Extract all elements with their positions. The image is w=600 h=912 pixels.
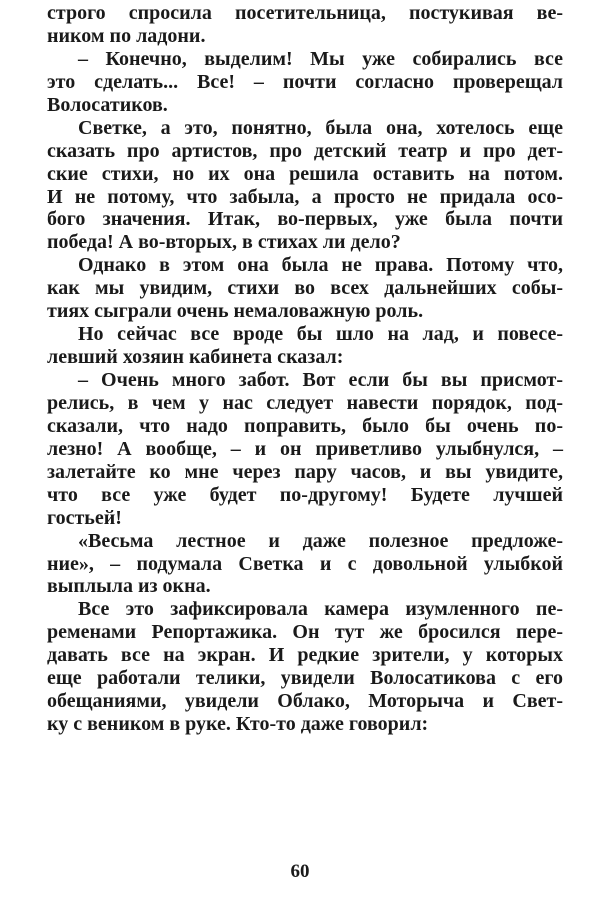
text-line: Светке, а это, понятно, была она, хотелось еще	[78, 116, 563, 139]
text-line: ременами Репортажика. Он тут же бросился пере-	[47, 621, 563, 644]
text-line: сказать про артистов, про детский театр и про дет-	[47, 139, 563, 162]
text-line: ку с веником в руке. Кто-то даже говорил:	[47, 713, 429, 736]
text-line: тиях сыграли очень немаловажную роль.	[47, 300, 424, 323]
text-line: это сделать... Все! – почти согласно проверещал	[47, 70, 563, 93]
text-line: залетайте ко мне через пару часов, и вы увидите,	[47, 460, 563, 483]
text-line: Но сейчас все вроде бы шло на лад, и повесе-	[78, 323, 563, 346]
text-line: – Конечно, выделим! Мы уже собирались все	[78, 47, 563, 70]
text-line: обещаниями, увидели Облако, Моторыча и Свет-	[47, 690, 563, 713]
text-line: Однако в этом она была не права. Потому что,	[78, 254, 563, 277]
text-line: гостьей!	[47, 506, 122, 529]
text-line: еще работали телики, увидели Волосатикова с его	[47, 667, 563, 690]
text-line: как мы увидим, стихи во всех дальнейших собы-	[47, 277, 563, 300]
page-text	[47, 2, 563, 736]
text-line: ские стихи, но их она решила оставить на потом.	[47, 162, 563, 185]
text-line: что все уже будет по-другому! Будете лучшей	[47, 483, 563, 506]
text-line: Все это зафиксировала камера изумленного пе-	[78, 598, 563, 621]
text-line: «Весьма лестное и даже полезное предложе-	[78, 529, 563, 552]
text-line: строго спросила посетительница, постукивая ве-	[47, 2, 563, 24]
text-line: ние», – подумала Светка и с довольной улыбкой	[47, 552, 563, 575]
text-line: – Очень много забот. Вот если бы вы присмот-	[78, 369, 563, 391]
text-line: давать все на экран. И редкие зрители, у которых	[47, 644, 563, 667]
text-line: лезно! А вообще, – и он приветливо улыбнулся, –	[47, 437, 563, 460]
text-line: сказали, что надо поправить, было бы очень по-	[47, 414, 563, 437]
text-line: И не потому, что забыла, а просто не придала осо-	[47, 185, 563, 208]
text-line: выплыла из окна.	[47, 575, 211, 598]
page-number: 60	[290, 861, 310, 882]
text-line: бого значения. Итак, во-первых, уже была почти	[47, 208, 563, 231]
text-line: ником по ладони.	[47, 24, 206, 47]
text-line: победа! А во-вторых, в стихах ли дело?	[47, 231, 401, 254]
text-line: Волосатиков.	[47, 93, 168, 116]
text-line: левший хозяин кабинета сказал:	[47, 346, 344, 369]
text-line: релись, в чем у нас следует навести порядок, под-	[47, 391, 563, 414]
